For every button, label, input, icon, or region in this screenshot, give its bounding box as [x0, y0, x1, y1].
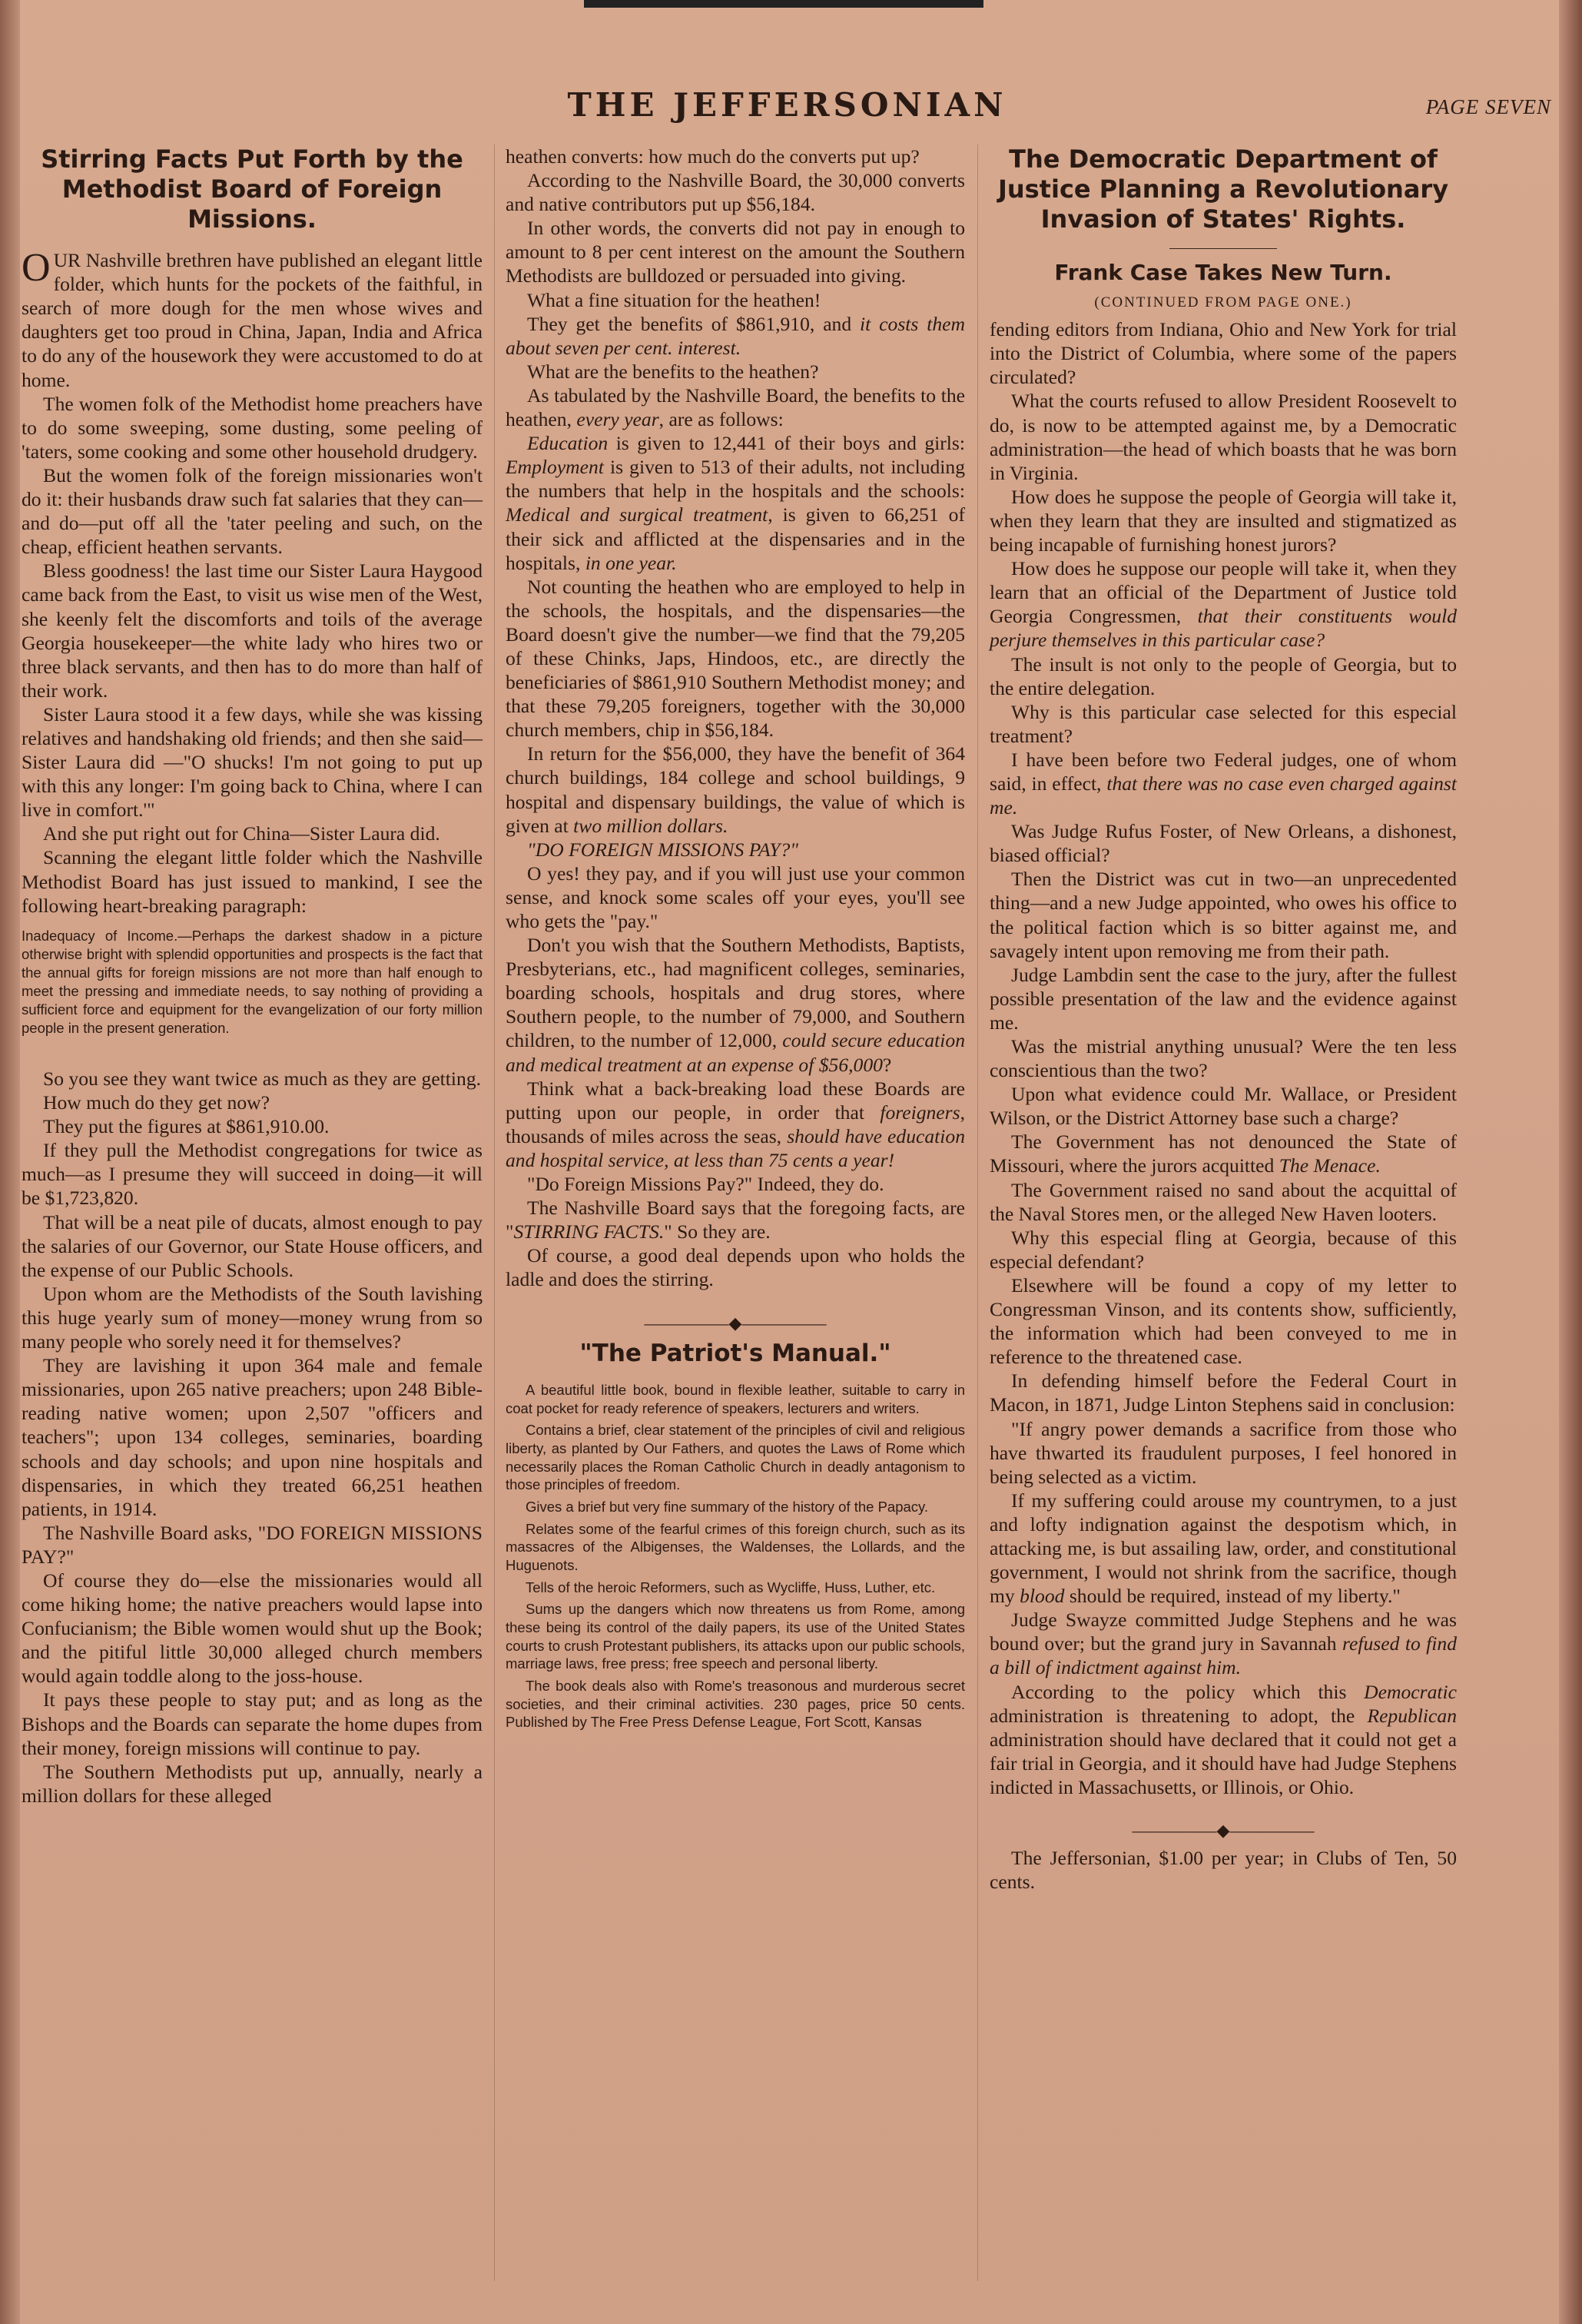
article-paragraph: How much do they get now? — [43, 1091, 270, 1114]
advertisement-paragraph: A beautiful little book, bound in flexible leather, suitable to carry in coat pocket for ready reference of speakers, lecturers and writers. — [506, 1381, 965, 1416]
article-paragraph: But the women folk of the foreign missionaries won't do it: their husbands draw such fat salaries that they can—and do—put off all the 'tater peeling and such, on the cheap, efficient heathen servants. — [22, 463, 483, 559]
article-paragraph: In return for the $56,000, they have the benefit of 364 church buildings, 184 college and school buildings, 9 hospital and dispensary buildings, the value of which is given at two million dollars. — [506, 742, 965, 837]
article-paragraph: In other words, the converts did not pay in enough to amount to 8 per cent interest on the amount the Southern Methodists are bulldozed or persuaded into giving. — [506, 217, 965, 287]
article-paragraph: If they pull the Methodist congregations for twice as much—as I presume they will succeed in doing—it will be $1,723,820. — [22, 1139, 483, 1210]
article-paragraph: The Government raised no sand about the acquittal of the Naval Stores men, or the alleged New Haven looters. — [990, 1178, 1457, 1225]
article-paragraph: Think what a back-breaking load these Boards are putting upon our people, in order that foreigners, thousands of miles across the seas, should have education and hospital service, at less than 75 cents a year! — [506, 1077, 965, 1171]
divider-rule — [1169, 248, 1277, 249]
article-paragraph: The women folk of the Methodist home preachers have to do some sweeping, some dusting, some peeling of 'taters, some cooking and some other household drudgery. — [22, 392, 483, 463]
article-paragraph: They get the benefits of $861,910, and it costs them about seven per cent. interest. — [506, 312, 965, 359]
article-paragraph: "If angry power demands a sacrifice from those who have thwarted its fraudulent purposes, I feel honored in being selected as a victim. — [990, 1417, 1457, 1488]
article-paragraph: Elsewhere will be found a copy of my letter to Congressman Vinson, and its contents show, sufficiently, the information which had been conveyed to me in reference to the threatened case. — [990, 1273, 1457, 1369]
article-paragraph: That will be a neat pile of ducats, almost enough to pay the salaries of our Governor, our State House officers, and the expense of our Public Schools. — [22, 1210, 483, 1281]
article-paragraph: Scanning the elegant little folder which the Nashville Methodist Board has just issued to mankind, I see the following heart-breaking paragraph: — [22, 846, 483, 917]
article-paragraph: Upon what evidence could Mr. Wallace, or President Wilson, or the District Attorney base such a charge? — [990, 1083, 1457, 1130]
article-paragraph: Sister Laura stood it a few days, while she was kissing relatives and handshaking old friends; and then she said—Sister Laura did —"O shucks! I'm not going to put up with this any longer: I'm going back to China, where I can live in comfort.'" — [22, 702, 483, 822]
article-paragraph: fending editors from Indiana, Ohio and New York for trial into the District of Columbia, where some of the papers circulated? — [990, 318, 1457, 389]
article-paragraph: According to the policy which this Democratic administration is threatening to adopt, the Republican administration should have declared that it could not get a fair trial in Georgia, and it should have had Judge Stephens indicted in Massachusetts, or Illinois, or Ohio. — [990, 1680, 1457, 1798]
advertisement-paragraph: The book deals also with Rome's treasonous and murderous secret societies, and their criminal activities. 230 pages, price 50 cents. Published by The Free Press Defense League, Fort Scott, Kansas — [506, 1677, 965, 1731]
article-paragraph: Bless goodness! the last time our Sister Laura Haygood came back from the East, to visit us wise men of the West, she keenly felt the discomforts and toils of the average Georgia housekeeper—the white lady who hires two or three black servants, and then has to do more than half of their work. — [22, 559, 483, 702]
article-paragraph: heathen converts: how much do the converts put up? — [506, 145, 920, 168]
article-paragraph: What are the benefits to the heathen? — [527, 360, 819, 383]
page-edge-left — [0, 0, 20, 2324]
column-rule — [977, 144, 978, 2281]
article-paragraph: The Southern Methodists put up, annually, nearly a million dollars for these alleged — [22, 1760, 483, 1807]
advertisement-paragraph: Tells of the heroic Reformers, such as Wycliffe, Huss, Luther, etc. — [526, 1579, 936, 1595]
article-headline: Stirring Facts Put Forth by the Methodist Board of Foreign Missions. — [41, 144, 463, 234]
article-paragraph: The Nashville Board says that the foregoing facts, are "STIRRING FACTS." So they are. — [506, 1197, 965, 1243]
article-paragraph: O yes! they pay, and if you will just use your common sense, and knock some scales off your eyes, you'll see who gets the "pay." — [506, 862, 965, 932]
column-1 — [22, 144, 483, 1808]
article-paragraph: In defending himself before the Federal Court in Macon, in 1871, Judge Linton Stephens said in conclusion: — [990, 1370, 1457, 1416]
article-paragraph: OUR Nashville brethren have published an elegant little folder, which hunts for the pockets of the faithful, in search of more dough for the men whose wives and daughters get too proud in China, Japan, India and Africa to do any of the housework they were accustomed to do at home. — [22, 246, 483, 391]
subscription-note: The Jeffersonian, $1.00 per year; in Clubs of Ten, 50 cents. — [990, 1846, 1457, 1893]
article-paragraph: It pays these people to stay put; and as long as the Bishops and the Boards can separate the home dupes from their money, foreign missions will continue to pay. — [22, 1688, 483, 1759]
column-rule — [494, 144, 495, 2281]
advertisement-paragraph: Contains a brief, clear statement of the principles of civil and religious liberty, as planted by Our Fathers, and quotes the Laws of Rome which necessarily places the Roman Catholic Church in deadly antagonism to those principles of freedom. — [506, 1422, 965, 1493]
article-paragraph: Then the District was cut in two—an unprecedented thing—and a new Judge appointed, who owes his office to the political faction which is so bitter against me, and savagely intent upon removing me from their path. — [990, 868, 1457, 962]
masthead — [23, 86, 1551, 132]
advertisement-title: "The Patriot's Manual." — [579, 1340, 891, 1368]
article-paragraph: So you see they want twice as much as they are getting. — [43, 1067, 482, 1090]
article-paragraph: Don't you wish that the Southern Methodists, Baptists, Presbyterians, etc., had magnificent colleges, seminaries, boarding schools, hospitals and drug stores, where Southern people, to the number of 79,000, and Southern children, to the number of 12,000, could secure education and medical treatment at an expense of $56,000? — [506, 934, 965, 1076]
page-number-label: PAGE SEVEN — [1425, 95, 1551, 118]
article-paragraph: Of course they do—else the missionaries would all come hiking home; the native preachers would lapse into Confucianism; the Bible women would shut up the Book; and the pitiful little 30,000 alleged church members would again toddle along to the joss-house. — [22, 1569, 483, 1688]
article-paragraph: And she put right out for China—Sister Laura did. — [43, 822, 440, 845]
article-paragraph: As tabulated by the Nashville Board, the benefits to the heathen, every year, are as follows: — [506, 383, 965, 431]
article-paragraph: Judge Swayze committed Judge Stephens and he was bound over; but the grand jury in Savannah refused to find a bill of indictment against him. — [990, 1609, 1458, 1679]
article-paragraph: "Do Foreign Missions Pay?" Indeed, they do. — [527, 1173, 884, 1196]
article-paragraph: If my suffering could arouse my countrymen, to a just and lofty indignation against the despotism which, in attacking me, is but assailing law, order, and constitutional government, I would not shrink from the sacrifice, though my blood should be required, instead of my liberty." — [990, 1489, 1457, 1608]
article-paragraph: "DO FOREIGN MISSIONS PAY?" — [527, 838, 799, 861]
advertisement-paragraph: Relates some of the fearful crimes of this foreign church, such as its massacres of the Albigenses, the Waldenses, the Lollards, and the Huguenots. — [506, 1520, 965, 1573]
advertisement-paragraph: Sums up the dangers which now threatens us from Rome, among these being its control of the daily papers, its use of the United States courts to crush Protestant publishers, its attacks upon our public schools, marriage laws, free press; free speech and personal liberty. — [506, 1601, 965, 1672]
article-paragraph: Not counting the heathen who are employed to help in the schools, the hospitals, and the dispensaries—the Board doesn't give the number—we find that the 79,205 of these Chinks, Japs, Hindoos, etc., are directly the beneficiaries of $861,910 Southern Methodist money; and that these 79,205 foreigners, together with the 30,000 church members, chip in $56,184. — [506, 575, 965, 742]
divider-ornament: —————◆————— — [1132, 1821, 1315, 1840]
quoted-paragraph: Inadequacy of Income.—Perhaps the darkest shadow in a picture otherwise bright with splendid opportunities and prospects is the fact that the annual gifts for foreign missions are not more than half enough to meet the pressing and immediate needs, to say nothing of providing a sufficient force and equipment for the evangelization of our forty million people in the present generation. — [22, 927, 483, 1036]
article-paragraph: Why is this particular case selected for this especial treatment? — [990, 700, 1457, 747]
drop-cap: O — [22, 246, 51, 290]
article-paragraph: The Nashville Board asks, "DO FOREIGN MISSIONS PAY?" — [22, 1521, 483, 1568]
masthead-title: THE JEFFERSONIAN — [567, 86, 1007, 124]
article-paragraph: Judge Lambdin sent the case to the jury, after the fullest possible presentation of the law and the evidence against me. — [990, 963, 1457, 1034]
page-edge-right — [1559, 0, 1582, 2324]
article-paragraph: Upon whom are the Methodists of the South lavishing this huge yearly sum of money—money wrung from so many people who sorely need it for themselves? — [22, 1282, 483, 1353]
article-paragraph: What a fine situation for the heathen! — [527, 288, 821, 311]
article-paragraph: How does he suppose our people will take it, when they learn that an official of the Department of Justice told Georgia Congressmen, that their constituents would perjure themselves in this particular case? — [990, 557, 1457, 652]
advertisement-paragraph: Gives a brief but very fine summary of the history of the Papacy. — [526, 1498, 929, 1515]
article-paragraph: I have been before two Federal judges, one of whom said, in effect, that there was no case even charged against me. — [990, 748, 1457, 819]
binding-tape — [584, 0, 983, 8]
article-paragraph: How does he suppose the people of Georgia will take it, when they learn that they are insulted and stigmatized as being incapable of furnishing honest jurors? — [990, 485, 1457, 556]
article-paragraph: What the courts refused to allow President Roosevelt to do, is now to be attempted against me, by a Democratic administration—the head of which boasts that he was born in Virginia. — [990, 390, 1457, 484]
article-paragraph: Of course, a good deal depends upon who holds the ladle and does the stirring. — [506, 1244, 965, 1291]
article-paragraph: They put the figures at $861,910.00. — [43, 1115, 330, 1138]
article-paragraph: Was Judge Rufus Foster, of New Orleans, a dishonest, biased official? — [990, 820, 1457, 867]
article-paragraph: They are lavishing it upon 364 male and female missionaries, upon 265 native preachers; upon 248 Bible-reading native women; upon 2,507 "officers and teachers"; upon 134 colleges, seminaries, boarding schools and day schools; and upon nine hospitals and dispensaries, in which they treated 66,251 heathen patients, in 1914. — [22, 1354, 483, 1520]
article-paragraph: Education is given to 12,441 of their boys and girls: Employment is given to 513 of their adults, not including the numbers that help in the hospitals and the schools: Medical and surgical treatment, is given to 66,251 of their sick and afflicted at the dispensaries and in the hospitals, in one year. — [506, 432, 965, 574]
divider-ornament: —————◆————— — [644, 1313, 827, 1333]
article-paragraph: According to the Nashville Board, the 30,000 converts and native contributors put up $56,184. — [506, 169, 965, 216]
article-paragraph: The insult is not only to the people of Georgia, but to the entire delegation. — [990, 652, 1457, 699]
continued-note: (CONTINUED FROM PAGE ONE.) — [1094, 294, 1352, 311]
column-2 — [506, 144, 965, 1735]
article-paragraph: Why this especial fling at Georgia, because of this especial defendant? — [990, 1226, 1457, 1273]
article-headline: The Democratic Department of Justice Planning a Revolutionary Invasion of States' Rights. — [997, 144, 1449, 234]
article-paragraph: Was the mistrial anything unusual? Were the ten less conscientious than the two? — [990, 1035, 1457, 1082]
column-3 — [990, 144, 1457, 1894]
article-subhead: Frank Case Takes New Turn. — [1054, 260, 1392, 286]
article-paragraph: The Government has not denounced the State of Missouri, where the jurors acquitted The Menace. — [990, 1130, 1457, 1177]
